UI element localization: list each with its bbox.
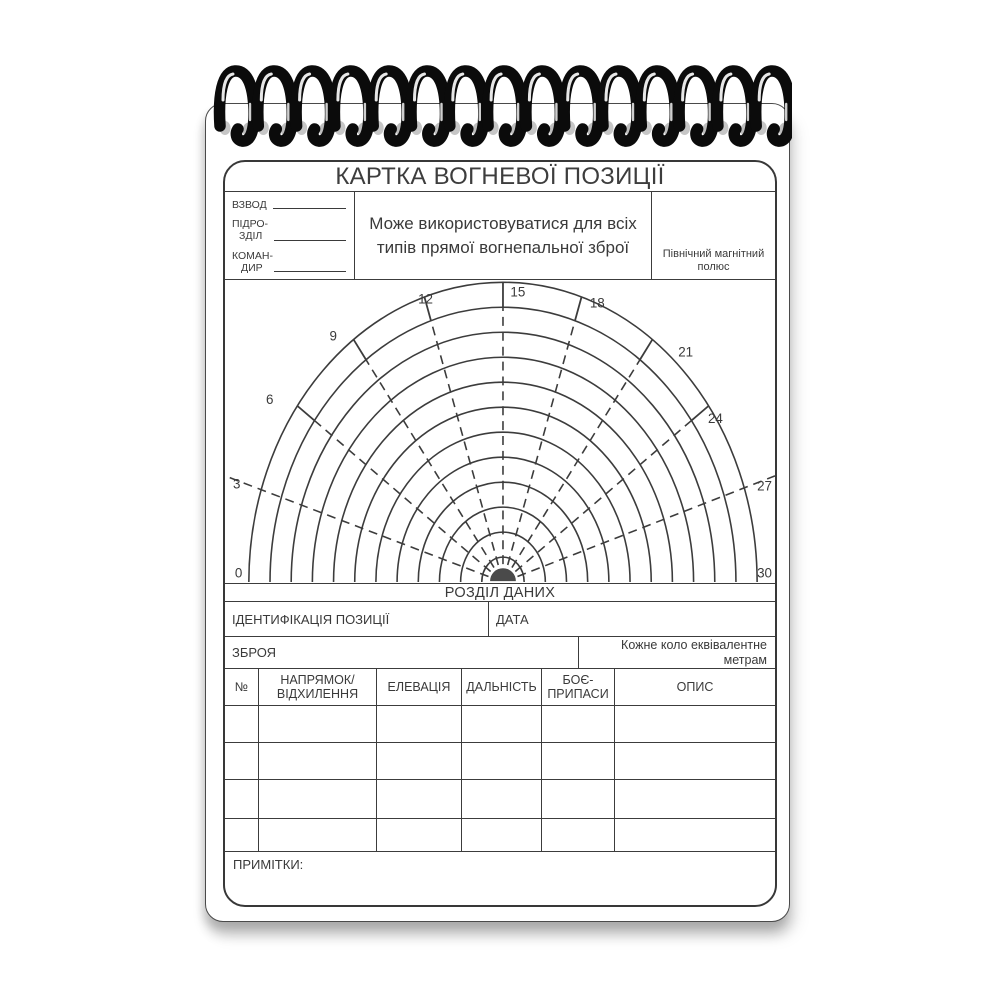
table-cell <box>542 819 615 851</box>
spiral-coil <box>756 71 792 141</box>
commander-field <box>232 250 347 274</box>
table-row <box>225 819 775 852</box>
table-cell <box>225 819 259 851</box>
page-title <box>225 162 775 192</box>
fan-direction-label: 27 <box>757 478 773 494</box>
platoon-blank-line <box>273 208 346 209</box>
table-cell <box>377 743 462 779</box>
range-fan-diagram <box>225 280 775 584</box>
table-cell <box>615 706 775 742</box>
platoon-label: ВЗВОД <box>232 199 267 211</box>
identification-row <box>225 602 775 637</box>
card-title-text: КАРТКА ВОГНЕВОЇ ПОЗИЦІЇ <box>335 162 665 190</box>
spiral-coil <box>411 71 447 141</box>
card-header <box>225 192 775 280</box>
fan-direction-label: 3 <box>232 476 241 492</box>
fan-direction-label: 12 <box>418 291 433 307</box>
spiral-coil <box>526 71 562 141</box>
table-cell <box>225 743 259 779</box>
table-cell <box>259 706 377 742</box>
column-header: НАПРЯМОК/ ВІДХИЛЕННЯ <box>259 669 377 705</box>
table-cell <box>225 780 259 818</box>
table-cell <box>259 819 377 851</box>
position-id-cell: ІДЕНТИФІКАЦІЯ ПОЗИЦІЇ <box>225 602 489 636</box>
commander-label: КОМАН- ДИР <box>232 249 273 274</box>
table-cell <box>542 780 615 818</box>
spiral-binding <box>208 58 792 158</box>
commander-blank-line <box>274 271 346 272</box>
column-header: БОЄ- ПРИПАСИ <box>542 669 615 705</box>
table-cell <box>377 819 462 851</box>
spiral-coil <box>258 71 294 141</box>
column-header: ДАЛЬНІСТЬ <box>462 669 542 705</box>
date-cell: ДАТА <box>496 611 529 627</box>
circle-equivalent-cell: Кожне коло еквівалентне метрам <box>621 637 767 667</box>
table-cell <box>615 819 775 851</box>
fan-direction-label: 21 <box>678 344 694 360</box>
spiral-coil <box>603 71 639 141</box>
platoon-field <box>232 199 347 211</box>
table-row <box>225 780 775 819</box>
weapon-cell: ЗБРОЯ <box>225 637 579 668</box>
spiral-coil <box>373 71 409 141</box>
fire-position-card <box>223 160 777 907</box>
table-row <box>225 743 775 780</box>
spiral-coil <box>641 71 677 141</box>
table-row <box>225 706 775 743</box>
spiral-coil <box>334 71 370 141</box>
table-cell <box>615 780 775 818</box>
notes-section: ПРИМІТКИ: <box>233 857 304 872</box>
table-cell <box>377 780 462 818</box>
table-header-row <box>225 669 775 706</box>
table-cell <box>542 706 615 742</box>
north-pole-box: Північний магнітний полюс <box>651 192 775 279</box>
table-cell <box>259 780 377 818</box>
table-cell <box>615 743 775 779</box>
spiral-coil <box>564 71 600 141</box>
unit-blank-line <box>274 240 346 241</box>
unit-fields-box <box>225 192 355 279</box>
column-header: ОПИС <box>676 679 714 694</box>
fan-direction-label: 6 <box>265 391 274 407</box>
spiral-coil <box>449 71 485 141</box>
unit-label: ПІДРО- ЗДІЛ <box>232 218 269 243</box>
table-cell <box>542 743 615 779</box>
spiral-coil <box>488 71 524 141</box>
column-header: № <box>225 669 259 705</box>
fan-direction-label: 0 <box>234 565 243 581</box>
spiral-coil <box>679 71 715 141</box>
spiral-coil <box>220 71 256 141</box>
weapon-row <box>225 637 775 669</box>
firing-position-dot <box>490 568 516 581</box>
table-cell <box>377 706 462 742</box>
range-fan-chart <box>225 280 775 582</box>
fan-direction-label: 24 <box>707 410 723 426</box>
fan-direction-label: 30 <box>757 565 773 581</box>
table-cell <box>462 706 542 742</box>
data-section-header: РОЗДІЛ ДАНИХ <box>225 584 775 602</box>
unit-field <box>232 218 347 242</box>
spiral-coil <box>296 71 332 141</box>
column-header: ЕЛЕВАЦІЯ <box>377 669 462 705</box>
table-cell <box>225 706 259 742</box>
usage-note: Може використовуватися для всіх типів прямої вогнепальної зброї <box>369 213 637 257</box>
table-body <box>225 706 775 852</box>
fan-direction-label: 18 <box>589 295 605 311</box>
table-cell <box>259 743 377 779</box>
fan-direction-label: 15 <box>510 284 526 300</box>
table-cell <box>462 780 542 818</box>
table-cell <box>462 743 542 779</box>
spiral-coil <box>717 71 753 141</box>
fan-direction-label: 9 <box>329 328 337 344</box>
table-cell <box>462 819 542 851</box>
